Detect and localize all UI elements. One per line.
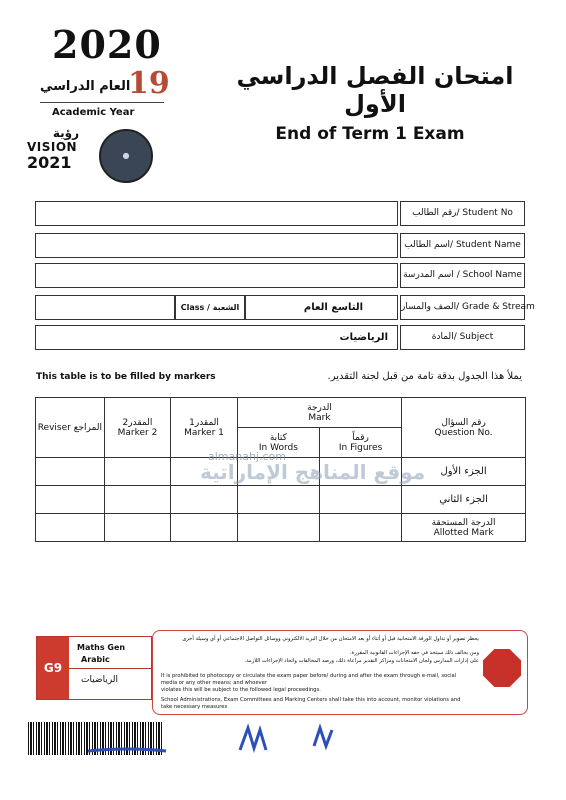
question-no-en: Question No. — [434, 427, 493, 438]
student-no-label: رقم الطالب/ Student No — [400, 201, 525, 226]
subject-box — [36, 636, 152, 700]
subject-en-1: Maths Gen — [77, 643, 126, 652]
student-name-label: اسم الطالب/ Student Name — [400, 233, 525, 258]
reviser-text: Reviser المراجع — [37, 422, 102, 433]
warning-en-1: It is prohibited to photocopy or circulate the exam paper before/ during and after the exam through e-mail, social media or any other means; and whoever — [161, 673, 457, 686]
allotted-ar: الدرجة المستحقة — [431, 517, 496, 528]
divider — [40, 102, 164, 103]
warning-en-2: violates this will be subject to the followed legal proceedings. — [161, 687, 321, 693]
form-row-subject — [35, 325, 525, 352]
student-name-field[interactable] — [35, 233, 398, 258]
markers-note-en: This table is to be filled by markers — [36, 372, 216, 382]
table-row — [36, 514, 526, 542]
warning-ar-2: ومن يخالف ذلك سيتخذ في حقه الإجراءات القانونية المقررة. — [349, 650, 479, 656]
part1-label: الجزء الأول — [402, 458, 526, 486]
year-ar-number: 19 — [128, 66, 170, 101]
title-ar: امتحان الفصل الدراسي الأول — [236, 62, 514, 118]
subject-ar: الرياضيات — [81, 675, 119, 685]
warning-en-3: School Administrations, Exam Committees and Marking Centers shall take this into account, monitor violations and take necessary measures — [161, 697, 461, 710]
part2-label: الجزء الثاني — [402, 486, 526, 514]
marker2-header — [104, 398, 171, 458]
grade-value[interactable]: التاسع العام — [245, 295, 398, 320]
markers-note-ar: يملأ هذا الجدول بدقة تامة من قبل لجنة التقدير. — [327, 371, 522, 382]
year: 2020 — [52, 22, 162, 67]
grade-badge: G9 — [37, 637, 69, 699]
vision-ar: رؤية — [52, 126, 79, 140]
year-ar-label: العام الدراسي — [40, 79, 131, 94]
mark-header — [237, 398, 401, 428]
vision-2021-logo — [27, 126, 79, 178]
seal-logo: ● — [99, 129, 153, 183]
student-no-field[interactable] — [35, 201, 398, 226]
form-row-student-name — [35, 233, 525, 260]
divider — [69, 668, 151, 669]
form-row-school-name — [35, 263, 525, 290]
marker2-en: Marker 2 — [117, 427, 158, 438]
subject-label: المادة/ Subject — [400, 325, 525, 350]
school-name-field[interactable] — [35, 263, 398, 288]
school-name-label: اسم المدرسة / School Name — [400, 263, 525, 288]
vision-year: 2021 — [27, 153, 72, 172]
title-en: End of Term 1 Exam — [275, 124, 465, 144]
class-label: Class / الشعبة — [175, 295, 245, 320]
mark-ar: الدرجة — [307, 402, 332, 413]
mark-en: Mark — [308, 412, 331, 423]
form-row-student-no — [35, 201, 525, 228]
subject-en-2: Arabic — [81, 655, 110, 664]
underline-scribble — [88, 745, 168, 755]
warning-box — [152, 630, 528, 715]
question-no-ar: رقم السؤال — [441, 417, 486, 428]
reviser-header — [36, 398, 105, 458]
in-figures-en: In Figures — [338, 442, 383, 453]
academic-year-label: Academic Year — [52, 107, 135, 118]
warning-ar-3: على إدارات المدارس ولجان الامتحانات ومراكز التقدير مراعاة ذلك، ورصد المخالفات واتخاذ الإجراءات اللازمة. — [244, 658, 479, 664]
allotted-en: Allotted Mark — [433, 527, 494, 538]
watermark-ar: موقع المناهج الإماراتية — [200, 460, 426, 484]
marker1-en: Marker 1 — [184, 427, 224, 438]
handwriting-scribble — [230, 720, 340, 760]
vision-en: VISION — [27, 140, 78, 154]
marker1-header — [171, 398, 238, 458]
question-no-header — [402, 398, 526, 458]
allotted-label — [402, 514, 526, 542]
table-row — [36, 486, 526, 514]
in-figures-ar: رقماً — [352, 432, 369, 443]
grade-stream-label: الصف والمسار/ Grade & Stream — [400, 295, 525, 320]
stop-hand-icon — [483, 649, 521, 687]
marker1-ar: المقدر1 — [189, 417, 219, 428]
in-words-en: In Words — [258, 442, 298, 453]
in-words-ar: كتابة — [269, 432, 287, 443]
class-field[interactable] — [35, 295, 175, 320]
in-figures-header — [319, 428, 401, 458]
subject-value[interactable]: الرياضيات — [35, 325, 398, 350]
warning-ar-1: يحظر تصوير أو تداول الورقة الامتحانية قبل أو أثناء أو بعد الامتحان من خلال البريد الالكتروني ووسائل التواصل الاجتماعي أو أي وسيلة أخرى — [182, 636, 479, 642]
marker2-ar: المقدر2 — [122, 417, 153, 428]
form-row-grade — [35, 295, 535, 322]
watermark-site: almanahj.com — [208, 450, 286, 463]
